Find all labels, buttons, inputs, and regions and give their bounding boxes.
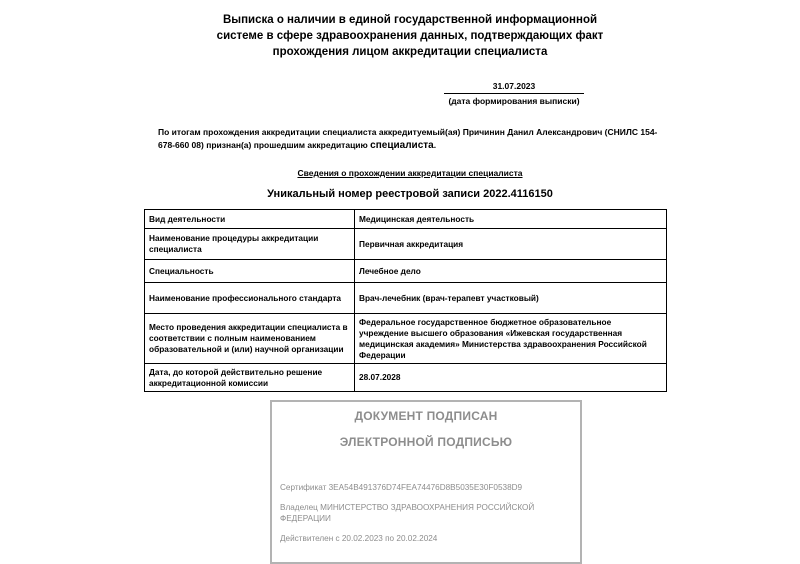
table-row <box>145 260 667 283</box>
document-title-line-2: системе в сфере здравоохранения данных, подтверждающих факт <box>216 30 604 42</box>
row-value-professional-standard: Врач-лечебник (врач-терапевт участковый) <box>355 283 667 314</box>
row-label-activity-type: Вид деятельности <box>145 210 355 229</box>
row-label-professional-standard: Наименование профессионального стандарта <box>145 283 355 314</box>
summary-end: . <box>433 140 437 150</box>
row-label-organization: Место проведения аккредитации специалиста в соответствии с полным наименованием образовательной и (или) научной организации <box>145 314 355 364</box>
row-value-activity-type: Медицинская деятельность <box>355 210 667 229</box>
stamp-validity: Действителен с 20.02.2023 по 20.02.2024 <box>280 534 438 543</box>
section-heading: Сведения о прохождении аккредитации специалиста <box>297 168 523 178</box>
row-label-specialty: Специальность <box>145 260 355 283</box>
table-row <box>145 283 667 314</box>
electronic-signature-stamp <box>270 400 582 564</box>
accreditation-summary <box>158 126 668 152</box>
row-value-specialty: Лечебное дело <box>355 260 667 283</box>
document-title-line-1: Выписка о наличии в единой государственной информационной <box>222 14 598 26</box>
table-row <box>145 364 667 392</box>
registry-number: Уникальный номер реестровой записи 2022.4116150 <box>267 188 553 200</box>
summary-emphasis: специалиста <box>370 140 434 151</box>
row-value-valid-until: 28.07.2028 <box>355 364 667 392</box>
summary-text: По итогам прохождения аккредитации специалиста аккредитуемый(ая) Причинин Данил Александрович (СНИЛС 154-678-660 08) признан(а) прошедшим аккредитацию <box>158 127 658 150</box>
stamp-certificate: Сертификат 3EA54B491376D74FEA74476D8B5035E30F0538D9 <box>280 483 523 492</box>
stamp-owner: Владелец МИНИСТЕРСТВО ЗДРАВООХРАНЕНИЯ РОССИЙСКОЙ ФЕДЕРАЦИИ <box>280 503 535 523</box>
document-title <box>200 12 620 60</box>
row-label-procedure: Наименование процедуры аккредитации специалиста <box>145 229 355 260</box>
document-title-line-3: прохождения лицом аккредитации специалиста <box>272 46 548 58</box>
issue-date: 31.07.2023 <box>444 80 584 94</box>
issue-date-caption: (дата формирования выписки) <box>448 96 580 106</box>
issue-date-block <box>444 80 584 107</box>
stamp-title-line-2: ЭЛЕКТРОННОЙ ПОДПИСЬЮ <box>339 435 513 449</box>
accreditation-details-table <box>144 209 667 392</box>
table-row <box>145 229 667 260</box>
row-label-valid-until: Дата, до которой действительно решение аккредитационной комиссии <box>145 364 355 392</box>
row-value-procedure: Первичная аккредитация <box>355 229 667 260</box>
table-row <box>145 210 667 229</box>
row-value-organization: Федеральное государственное бюджетное образовательное учреждение высшего образования «Ижевская государственная медицинская академия» Министерства здравоохранения Российской Федерации <box>355 314 667 364</box>
stamp-title-line-1: ДОКУМЕНТ ПОДПИСАН <box>354 409 498 423</box>
table-row <box>145 314 667 364</box>
